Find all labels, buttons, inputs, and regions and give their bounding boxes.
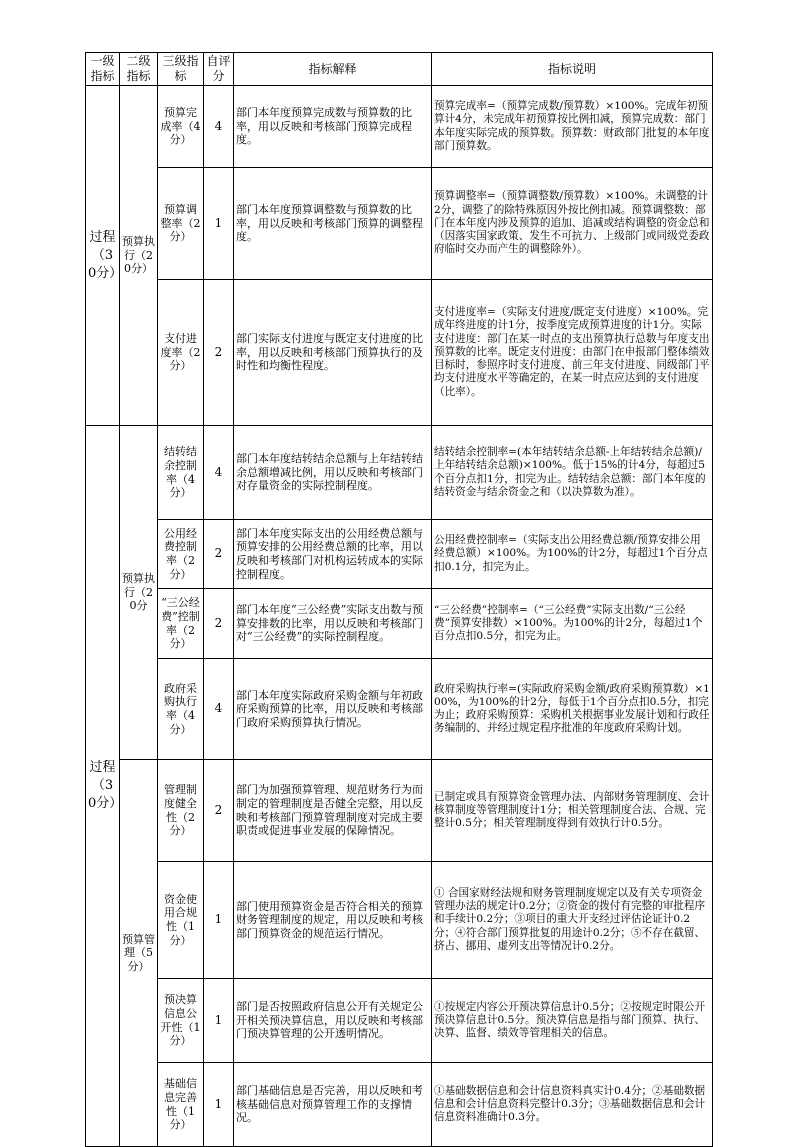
description-budget-completion: 预算完成率=（预算完成数/预算数）×100%。完成年初预算计4分，未完成年初预算按比例扣减，预算完成数：部门本年度实际完成的预算数。预算数：财政部门批复的本年度部门预算数。	[432, 86, 713, 168]
score-three-public-expense-control: 2	[204, 589, 234, 659]
score-payment-progress: 2	[204, 280, 234, 426]
indicator-management-system: 管理制度健全性（2分）	[158, 760, 204, 862]
explanation-three-public-expense-control: 部门本年度“三公经费”实际支出数与预算安排数的比率，用以反映和考核部门对“三公经费”的实际控制程度。	[234, 589, 432, 659]
indicator-procurement-execution: 政府采购执行率（4分）	[158, 659, 204, 760]
header-self-score: 自评分	[204, 53, 234, 86]
indicator-fund-compliance: 资金使用合规性（1分）	[158, 862, 204, 979]
table-row	[86, 862, 713, 979]
description-procurement-execution: 政府采购执行率=(实际政府采购金额/政府采购预算数）×100%，为100%的计2分，每低于1个百分点扣0.5分，扣完为止；政府采购预算：采购机关根据事业发展计划和行政任务编制的、并经过规定程序批准的年度政府采购计划。	[432, 659, 713, 760]
score-budget-adjustment: 1	[204, 168, 234, 280]
header-level1: 一级指标	[86, 53, 120, 86]
indicator-basic-info: 基础信息完善性（1分）	[158, 1063, 204, 1147]
table-row	[86, 168, 713, 280]
indicator-public-expense-control: 公用经费控制率（2分）	[158, 520, 204, 589]
score-public-expense-control: 2	[204, 520, 234, 589]
description-public-expense-control: 公用经费控制率=（实际支出公用经费总额/预算安排公用经费总额）×100%。为100%的计2分，每超过1个百分点扣0.1分，扣完为止。	[432, 520, 713, 589]
table-row	[86, 979, 713, 1063]
score-fund-compliance: 1	[204, 862, 234, 979]
explanation-fund-compliance: 部门使用预算资金是否符合相关的预算财务管理制度的规定，用以反映和考核部门预算资金的规范运行情况。	[234, 862, 432, 979]
description-fund-compliance: ① 合国家财经法规和财务管理制度规定以及有关专项资金管理办法的规定计0.2分；②资金的拨付有完整的审批程序和手续计0.2分；③项目的重大开支经过评估论证计0.2分；④符合部门预算批复的用途计0.2分；⑤不存在截留、挤占、挪用、虚列支出等情况计0.2分。	[432, 862, 713, 979]
indicator-three-public-expense-control: “三公经费”控制率（2分）	[158, 589, 204, 659]
score-info-disclosure: 1	[204, 979, 234, 1063]
table-row	[86, 426, 713, 520]
description-carryover-control: 结转结余控制率=(本年结转结余总额-上年结转结余总额)/上年结转结余总额)×100%。低于15%的计4分，每超过5个百分点扣1分，扣完为止。结转结余总额：部门本年度的结转资金与结余资金之和（以决算数为准）。	[432, 426, 713, 520]
description-management-system: 已制定或具有预算资金管理办法、内部财务管理制度、会计核算制度等管理制度计1分；相关管理制度合法、合规、完整计0.5分；相关管理制度得到有效执行计0.5分。	[432, 760, 713, 862]
description-payment-progress: 支付进度率=（实际支付进度/既定支付进度）×100%。完成年终进度的计1分，按季度完成预算进度的计1分。实际支付进度：部门在某一时点的支出预算执行总数与年度支出预算数的比率。既定支付进度：由部门在申报部门整体绩效目标时，参照序时支付进度、前三年支付进度、同级部门平均支付进度水平等确定的，在某一时点应达到的支付进度（比率）。	[432, 280, 713, 426]
explanation-management-system: 部门为加强预算管理、规范财务行为而制定的管理制度是否健全完整，用以反映和考核部门预算管理制度对完成主要职责或促进事业发展的保障情况。	[234, 760, 432, 862]
explanation-info-disclosure: 部门是否按照政府信息公开有关规定公开相关预决算信息，用以反映和考核部门预决算管理的公开透明情况。	[234, 979, 432, 1063]
level2-budget-execution-cell-2: 预算执行（20分	[120, 426, 158, 760]
header-description: 指标说明	[432, 53, 713, 86]
level1-process-cell-2: 过程（30分）	[86, 426, 120, 1147]
table-row	[86, 86, 713, 168]
header-row	[86, 53, 713, 86]
header-explanation: 指标解释	[234, 53, 432, 86]
indicator-table	[85, 52, 713, 1147]
explanation-payment-progress: 部门实际支付进度与既定支付进度的比率，用以反映和考核部门预算执行的及时性和均衡性程度。	[234, 280, 432, 426]
indicator-budget-completion: 预算完成率（4分）	[158, 86, 204, 168]
header-level2: 二级指标	[120, 53, 158, 86]
table-row	[86, 1063, 713, 1147]
indicator-budget-adjustment: 预算调整率（2分）	[158, 168, 204, 280]
table-row	[86, 659, 713, 760]
score-procurement-execution: 4	[204, 659, 234, 760]
score-carryover-control: 4	[204, 426, 234, 520]
explanation-procurement-execution: 部门本年度实际政府采购金额与年初政府采购预算的比率，用以反映和考核部门政府采购预算执行情况。	[234, 659, 432, 760]
explanation-carryover-control: 部门本年度结转结余总额与上年结转结余总额增减比例，用以反映和考核部门对存量资金的实际控制程度。	[234, 426, 432, 520]
description-budget-adjustment: 预算调整率=（预算调整数/预算数）×100%。未调整的计2分，调整了的除特殊原因外按比例扣减。预算调整数：部门在本年度内涉及预算的追加、追减或结构调整的资金总和（因落实国家政策、发生不可抗力、上级部门或同级党委政府临时交办而产生的调整除外）。	[432, 168, 713, 280]
indicator-carryover-control: 结转结余控制率（4分）	[158, 426, 204, 520]
score-budget-completion: 4	[204, 86, 234, 168]
level1-process-cell: 过程（30分）	[86, 86, 120, 426]
table-row	[86, 280, 713, 426]
header-level3: 三级指标	[158, 53, 204, 86]
indicator-info-disclosure: 预决算信息公开性（1分）	[158, 979, 204, 1063]
description-info-disclosure: ①按规定内容公开预决算信息计0.5分；②按规定时限公开预决算信息计0.5分。预决算信息是指与部门预算、执行、决算、监督、绩效等管理相关的信息。	[432, 979, 713, 1063]
explanation-public-expense-control: 部门本年度实际支出的公用经费总额与预算安排的公用经费总额的比率，用以反映和考核部门对机构运转成本的实际控制程度。	[234, 520, 432, 589]
explanation-budget-adjustment: 部门本年度预算调整数与预算数的比率，用以反映和考核部门预算的调整程度。	[234, 168, 432, 280]
explanation-basic-info: 部门基础信息是否完善，用以反映和考核基础信息对预算管理工作的支撑情况。	[234, 1063, 432, 1147]
explanation-budget-completion: 部门本年度预算完成数与预算数的比率，用以反映和考核部门预算完成程度。	[234, 86, 432, 168]
level2-budget-execution-cell: 预算执行（20分）	[120, 86, 158, 426]
table-row	[86, 520, 713, 589]
indicator-payment-progress: 支付进度率（2分）	[158, 280, 204, 426]
table-row	[86, 589, 713, 659]
level2-budget-management-cell: 预算管理（5分）	[120, 760, 158, 1147]
score-management-system: 2	[204, 760, 234, 862]
description-three-public-expense-control: “三公经费”控制率=（“三公经费”实际支出数/“三公经费”预算安排数）×100%。为100%的计2分，每超过1个百分点扣0.5分，扣完为止。	[432, 589, 713, 659]
table-row	[86, 760, 713, 862]
description-basic-info: ①基础数据信息和会计信息资料真实计0.4分；②基础数据信息和会计信息资料完整计0.3分；③基础数据信息和会计信息资料准确计0.3分。	[432, 1063, 713, 1147]
score-basic-info: 1	[204, 1063, 234, 1147]
